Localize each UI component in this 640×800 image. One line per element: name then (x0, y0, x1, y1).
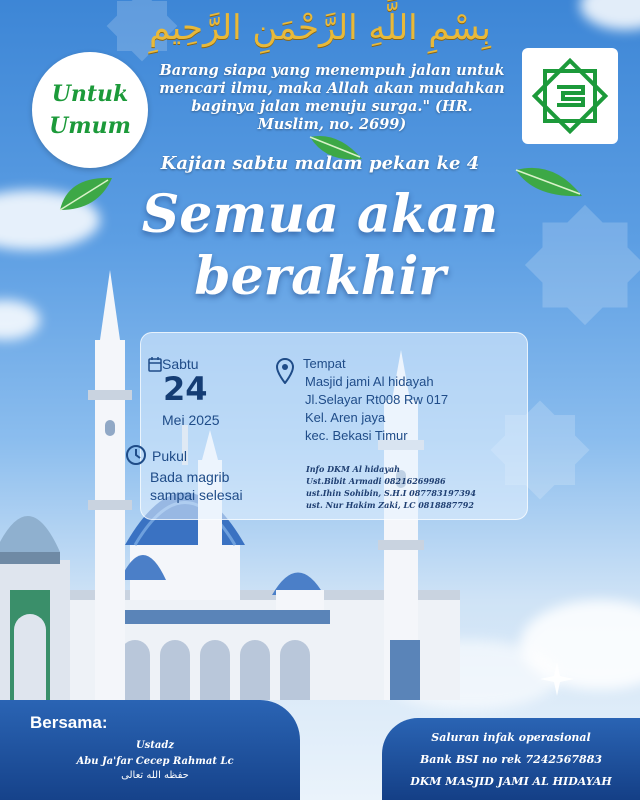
title-line-1: Semua akan (141, 184, 499, 245)
contact-list (306, 463, 476, 511)
address-line: Kel. Aren jaya (305, 410, 386, 425)
speaker-honorific: حفظه الله تعالى (121, 770, 189, 781)
main-title (0, 184, 640, 308)
donation-line-3: DKM MASJID JAMI AL HIDAYAH (410, 775, 612, 788)
event-month: Mei 2025 (162, 412, 220, 428)
contact-line: ust. Nur Hakim Zaki, LC 0818887792 (306, 500, 474, 510)
contact-line: ust.Ihin Sohibin, S.H.I 087783197394 (306, 488, 476, 498)
contact-line: Info DKM Al hidayah (306, 464, 400, 474)
event-day: Sabtu (162, 356, 199, 372)
event-time (150, 468, 243, 504)
hadith-quote: Barang siapa yang menempuh jalan untuk mencari ilmu, maka Allah akan mudahkan baginya jalan menuju surga." (HR. Muslim, no. 2699) (159, 62, 505, 133)
donation-line-2: Bank BSI no rek 7242567883 (419, 753, 603, 766)
location-pin-icon (276, 358, 294, 384)
contact-line: Ust.Bibit Armadi 08216269986 (306, 476, 446, 486)
address-line: kec. Bekasi Timur (305, 428, 408, 443)
time-label: Pukul (152, 448, 188, 464)
clock-icon (125, 444, 147, 466)
calendar-icon (148, 356, 162, 372)
speaker-title: Ustadz (135, 740, 175, 751)
address-line: Jl.Selayar Rt008 Rw 017 (305, 392, 449, 407)
kufic-mosque-logo (522, 48, 618, 144)
public-badge (32, 52, 148, 168)
speaker-name: Abu Ja'far Cecep Rahmat Lc (76, 756, 234, 767)
kufic-logo-icon (531, 57, 609, 135)
sparkle-icon (540, 662, 574, 696)
event-date: 24 (163, 370, 208, 408)
time-line-1: Bada magrib (150, 469, 230, 485)
place-label: Tempat (303, 356, 346, 371)
bismillah-calligraphy: بِسْمِ اللَّهِ الرَّحْمَنِ الرَّحِيمِ (149, 8, 491, 48)
event-series-label: Kajian sabtu malam pekan ke 4 (160, 153, 480, 174)
badge-line-2: Umum (49, 113, 131, 139)
event-address (305, 373, 448, 445)
donation-line-1: Saluran infak operasional (431, 731, 591, 744)
speaker-name-block (40, 738, 270, 770)
badge-line-1: Untuk (51, 81, 129, 107)
donation-info (386, 727, 636, 793)
speaker-heading: Bersama: (30, 713, 108, 732)
title-line-2: berakhir (194, 246, 446, 307)
address-line: Masjid jami Al hidayah (305, 374, 434, 389)
time-line-2: sampai selesai (150, 487, 243, 503)
